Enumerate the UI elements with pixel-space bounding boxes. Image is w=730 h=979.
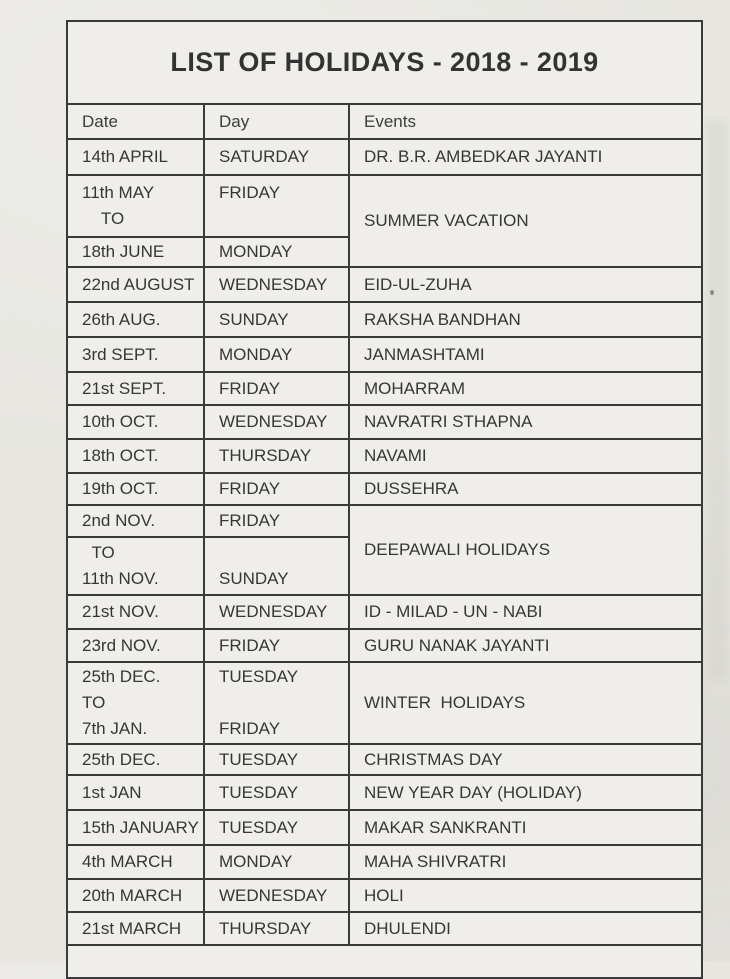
cell-date (68, 405, 204, 439)
cell-date (68, 912, 204, 945)
cell-date (68, 845, 204, 879)
cell-date-line: 18th OCT. (82, 446, 159, 465)
cell-date (68, 439, 204, 473)
cell-day-line: FRIDAY (219, 511, 281, 530)
cell-date-line: 4th MARCH (82, 852, 173, 871)
header-row (68, 105, 701, 139)
cell-event: WINTER HOLIDAYS (349, 662, 701, 744)
cell-day-line: FRIDAY (219, 719, 281, 738)
table-row (68, 912, 701, 945)
title-bar (68, 22, 701, 105)
cell-day-line: TUESDAY (219, 667, 299, 686)
cell-day-line: WEDNESDAY (219, 885, 328, 905)
cell-date (68, 775, 204, 810)
cell-event: HOLI (349, 879, 701, 912)
cell-day (204, 810, 349, 845)
holiday-table-body (68, 139, 701, 945)
cell-day-line: MONDAY (219, 852, 293, 871)
cell-event: DUSSEHRA (349, 473, 701, 505)
cell-date (68, 505, 204, 537)
cell-day (204, 267, 349, 302)
cell-event: MOHARRAM (349, 372, 701, 405)
cell-day-line: TUESDAY (219, 749, 299, 769)
cell-event: CHRISTMAS DAY (349, 744, 701, 775)
cell-day-line: THURSDAY (219, 918, 312, 938)
cell-event: NEW YEAR DAY (HOLIDAY) (349, 775, 701, 810)
cell-event: RAKSHA BANDHAN (349, 302, 701, 337)
cell-day (204, 439, 349, 473)
table-row (68, 775, 701, 810)
table-row (68, 139, 701, 175)
cell-date-line: 21st NOV. (82, 602, 159, 621)
cell-day (204, 405, 349, 439)
cell-date (68, 302, 204, 337)
cell-day-line: FRIDAY (219, 635, 281, 655)
table-row (68, 302, 701, 337)
table-row (68, 810, 701, 845)
cell-day-line: MONDAY (219, 344, 293, 364)
cell-date-line: 19th OCT. (82, 479, 159, 498)
cell-date-line: 7th JAN. (82, 719, 148, 738)
column-header-events: Events (349, 105, 701, 139)
cell-day (204, 775, 349, 810)
cell-event: GURU NANAK JAYANTI (349, 629, 701, 662)
cell-day-line: WEDNESDAY (219, 602, 328, 621)
cell-day (204, 662, 349, 744)
cell-date (68, 537, 204, 595)
column-header-day: Day (204, 105, 349, 139)
cell-date-line: 22nd AUGUST (82, 274, 195, 294)
cell-date-line: TO (82, 693, 106, 712)
cell-day-line: SUNDAY (219, 569, 289, 588)
cell-day-line (219, 540, 348, 566)
cell-event: ID - MILAD - UN - NABI (349, 595, 701, 629)
cell-date (68, 473, 204, 505)
cell-date-line: 20th MARCH (82, 885, 183, 905)
cell-date (68, 372, 204, 405)
page-title: LIST OF HOLIDAYS - 2018 - 2019 (170, 47, 599, 77)
table-row (68, 662, 701, 744)
cell-day (204, 473, 349, 505)
cell-date (68, 662, 204, 744)
scan-artifact (710, 290, 714, 295)
cell-date (68, 139, 204, 175)
cell-event: MAKAR SANKRANTI (349, 810, 701, 845)
document-frame (66, 20, 703, 979)
cell-event: DR. B.R. AMBEDKAR JAYANTI (349, 139, 701, 175)
cell-date-line: 2nd NOV. (82, 511, 156, 530)
cell-day (204, 175, 349, 237)
cell-day-line: FRIDAY (219, 183, 281, 202)
cell-date-line: 15th JANUARY (82, 817, 199, 837)
cell-date-line: 14th APRIL (82, 147, 169, 166)
table-row (68, 372, 701, 405)
cell-date-line: 1st JAN (82, 782, 142, 802)
cell-date (68, 629, 204, 662)
cell-date (68, 879, 204, 912)
cell-event: JANMASHTAMI (349, 337, 701, 372)
scan-bleedthrough (706, 120, 728, 680)
table-row (68, 439, 701, 473)
cell-date-line: 23rd NOV. (82, 635, 161, 655)
cell-day-line: TUESDAY (219, 817, 299, 837)
cell-event: EID-UL-ZUHA (349, 267, 701, 302)
table-row (68, 595, 701, 629)
cell-date-line: 10th OCT. (82, 412, 159, 431)
cell-day (204, 505, 349, 537)
cell-day-line (219, 690, 348, 716)
table-row (68, 175, 701, 237)
holiday-table (68, 105, 701, 946)
cell-day (204, 845, 349, 879)
cell-date (68, 337, 204, 372)
cell-day-line: FRIDAY (219, 378, 281, 398)
cell-event: MAHA SHIVRATRI (349, 845, 701, 879)
table-row (68, 629, 701, 662)
table-row (68, 405, 701, 439)
cell-date-line: 18th JUNE (82, 242, 165, 261)
cell-date-line: 11th MAY (82, 183, 155, 202)
column-header-date: Date (68, 105, 204, 139)
cell-date (68, 267, 204, 302)
cell-day (204, 744, 349, 775)
cell-day (204, 139, 349, 175)
cell-day (204, 537, 349, 595)
cell-date (68, 810, 204, 845)
cell-event: DHULENDI (349, 912, 701, 945)
cell-date-line: 26th AUG. (82, 309, 161, 329)
table-row (68, 337, 701, 372)
cell-date (68, 595, 204, 629)
cell-event: SUMMER VACATION (349, 175, 701, 267)
cell-date (68, 744, 204, 775)
cell-day-line: SUNDAY (219, 309, 289, 329)
cell-date-line: 3rd SEPT. (82, 344, 159, 364)
table-row (68, 744, 701, 775)
cell-date-line: 21st MARCH (82, 918, 182, 938)
cell-date-line: 11th NOV. (82, 569, 159, 588)
cell-day (204, 337, 349, 372)
table-row (68, 473, 701, 505)
cell-day-line: WEDNESDAY (219, 412, 328, 431)
cell-day-line: WEDNESDAY (219, 274, 328, 294)
cell-day (204, 879, 349, 912)
cell-day (204, 372, 349, 405)
cell-day-line: TUESDAY (219, 782, 299, 802)
cell-day (204, 237, 349, 267)
cell-day-line: FRIDAY (219, 479, 281, 498)
cell-date-line: TO (82, 543, 115, 562)
cell-day-line (219, 206, 348, 232)
cell-event: DEEPAWALI HOLIDAYS (349, 505, 701, 595)
table-row (68, 505, 701, 537)
cell-day-line: MONDAY (219, 242, 293, 261)
cell-day (204, 302, 349, 337)
table-row (68, 267, 701, 302)
cell-day (204, 912, 349, 945)
cell-date-line: 25th DEC. (82, 749, 161, 769)
cell-date-line: 21st SEPT. (82, 378, 167, 398)
cell-date-line: 25th DEC. (82, 667, 161, 686)
cell-day (204, 629, 349, 662)
cell-date-line: TO (82, 209, 125, 228)
table-row (68, 845, 701, 879)
cell-event: NAVRATRI STHAPNA (349, 405, 701, 439)
cell-date (68, 237, 204, 267)
cell-day-line: SATURDAY (219, 147, 310, 166)
cell-day (204, 595, 349, 629)
cell-event: NAVAMI (349, 439, 701, 473)
cell-date (68, 175, 204, 237)
table-row (68, 879, 701, 912)
cell-day-line: THURSDAY (219, 446, 312, 465)
